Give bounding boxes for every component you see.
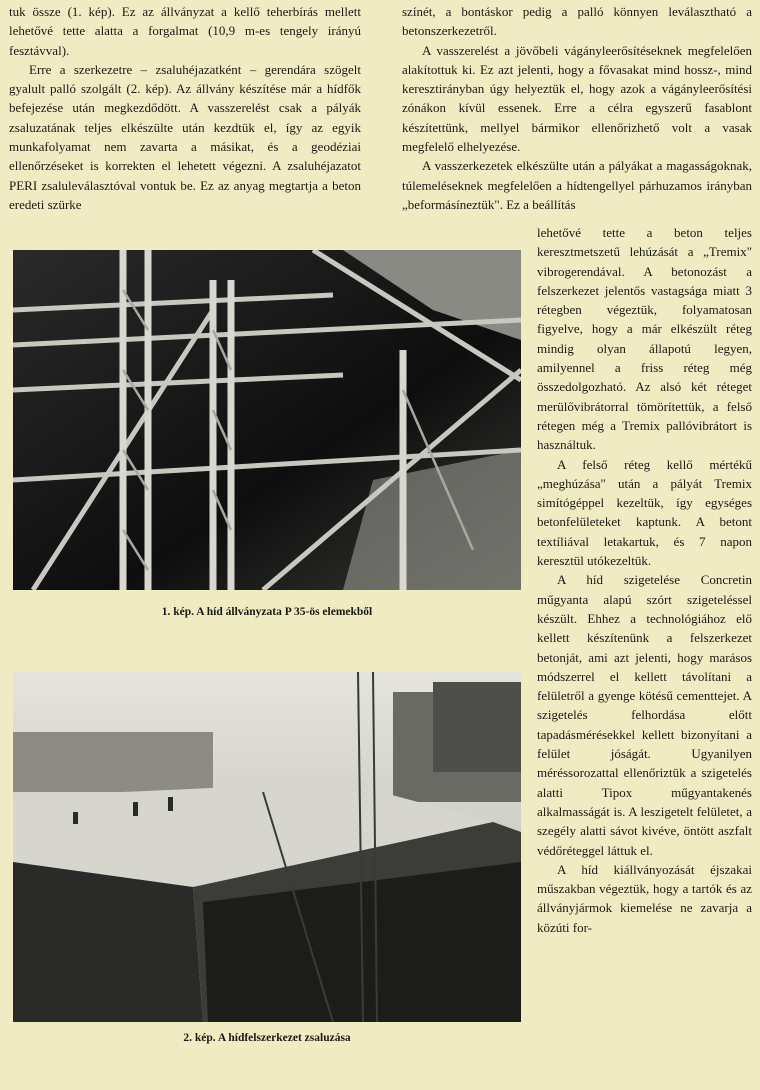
figure-caption: 1. kép. A híd állványzata P 35-ös elemekből [161, 606, 373, 618]
bridge-formwork-photo [13, 672, 521, 1022]
paragraph: A felső réteg kellő mértékű „meghúzása" után a pályát Tremix simítógéppel kezeltük, így egységes betonfelületeket kaptunk. A betont textíliával letakartuk, és 7 napon keresztül utókezeltük. [537, 456, 752, 569]
paragraph: Erre a szerkezetre – zsaluhéjazatként – gerendára szögelt gyalult palló szolgált (2. kép). Az állvány készítése már a hídfők befejezése után megkezdődött. A vasszerelést csak a pályák zsaluzatának teljes elkészülte után kezdtük el, így az egyik munkafolyamat nem zavarta a másikat, és a geodéziai ellenőrzéseket is korrekten el lehetett végezni. A zsaluhéjazatot PERI zsaluleválasztóval vontuk be. Ez az anyag megtartja a beton eredeti szürke [9, 61, 361, 212]
paragraph: tuk össze (1. kép). Ez az állványzat a kellő teherbírás mellett lehetővé tette alatta a forgalmat (10,9 m-es tengely irányú fesztávval). [9, 4, 361, 58]
paragraph: A híd kiállványozását éjszakai műszakban végeztük, hogy a tartók és az állványjármok kiemelése ne zavarja a közúti for- [537, 861, 752, 935]
right-column-text [402, 2, 752, 214]
paragraph: A vasszerelést a jövőbeli vágányleerősítéseknek megfelelően alakítottuk ki. Ez azt jelenti, hogy a fővasakat mind hossz-, mind keresztirányban úgy helyeztük el, hogy azok a vágányleerősítési zónákon kívül essenek. Erre a célra egyszerű fasablont készítettünk, mellyel bármikor ellenőrizhető volt a vasak megfelelő elhelyezése. [402, 42, 752, 155]
paragraph: lehetővé tette a beton teljes keresztmetszetű lehúzását a „Tremix" vibrogerendával. A betonozást a felszerkezet jelentős vastagsága miatt 3 rétegben végeztük, folyamatosan figyelve, hogy a már elkészült réteg mindig olyan állapotú legyen, amilyennel a friss réteg még összedolgozható. Az alsó két réteget merülővibrátorral tömörítettük, a felső rétegen még a Tremix pallóvibrátort is használtuk. [537, 225, 752, 453]
paragraph: színét, a bontáskor pedig a palló könnyen leválasztható a betonszerkezetről. [402, 4, 752, 39]
figure-caption: 2. kép. A hídfelszerkezet zsaluzása [183, 1032, 351, 1044]
paragraph: A vasszerkezetek elkészülte után a pályákat a magasságoknak, túlemeléseknek megfelelően a hídtengellyel párhuzamos irányban „beformásíneztük". Ez a beállítás [402, 158, 752, 212]
scaffolding-photo [13, 250, 521, 590]
paragraph: A híd szigetelése Concretin műgyanta alapú szórt szigeteléssel készült. Ehhez a technológiához elő kellett készítenünk a felszerkezet betonját, ami azt jelenti, hogy marásos módszerrel el kellett távolítani a felületről a gyenge kötésű cementtejet. A szigetelés felhordása előtt tapadásmérésekkel kellett bizonyítani a felület jóságát. Ugyanilyen méréssorozattal ellenőriztük a szigetelés alatti Tipox műgyantakenés alkalmasságát is. A leszigetelt felületet, a szegély alatti sávot kivéve, öntött aszfalt védőréteggel láttuk el. [537, 572, 752, 858]
left-column-text [9, 2, 361, 214]
wrapped-column-text [537, 223, 752, 937]
